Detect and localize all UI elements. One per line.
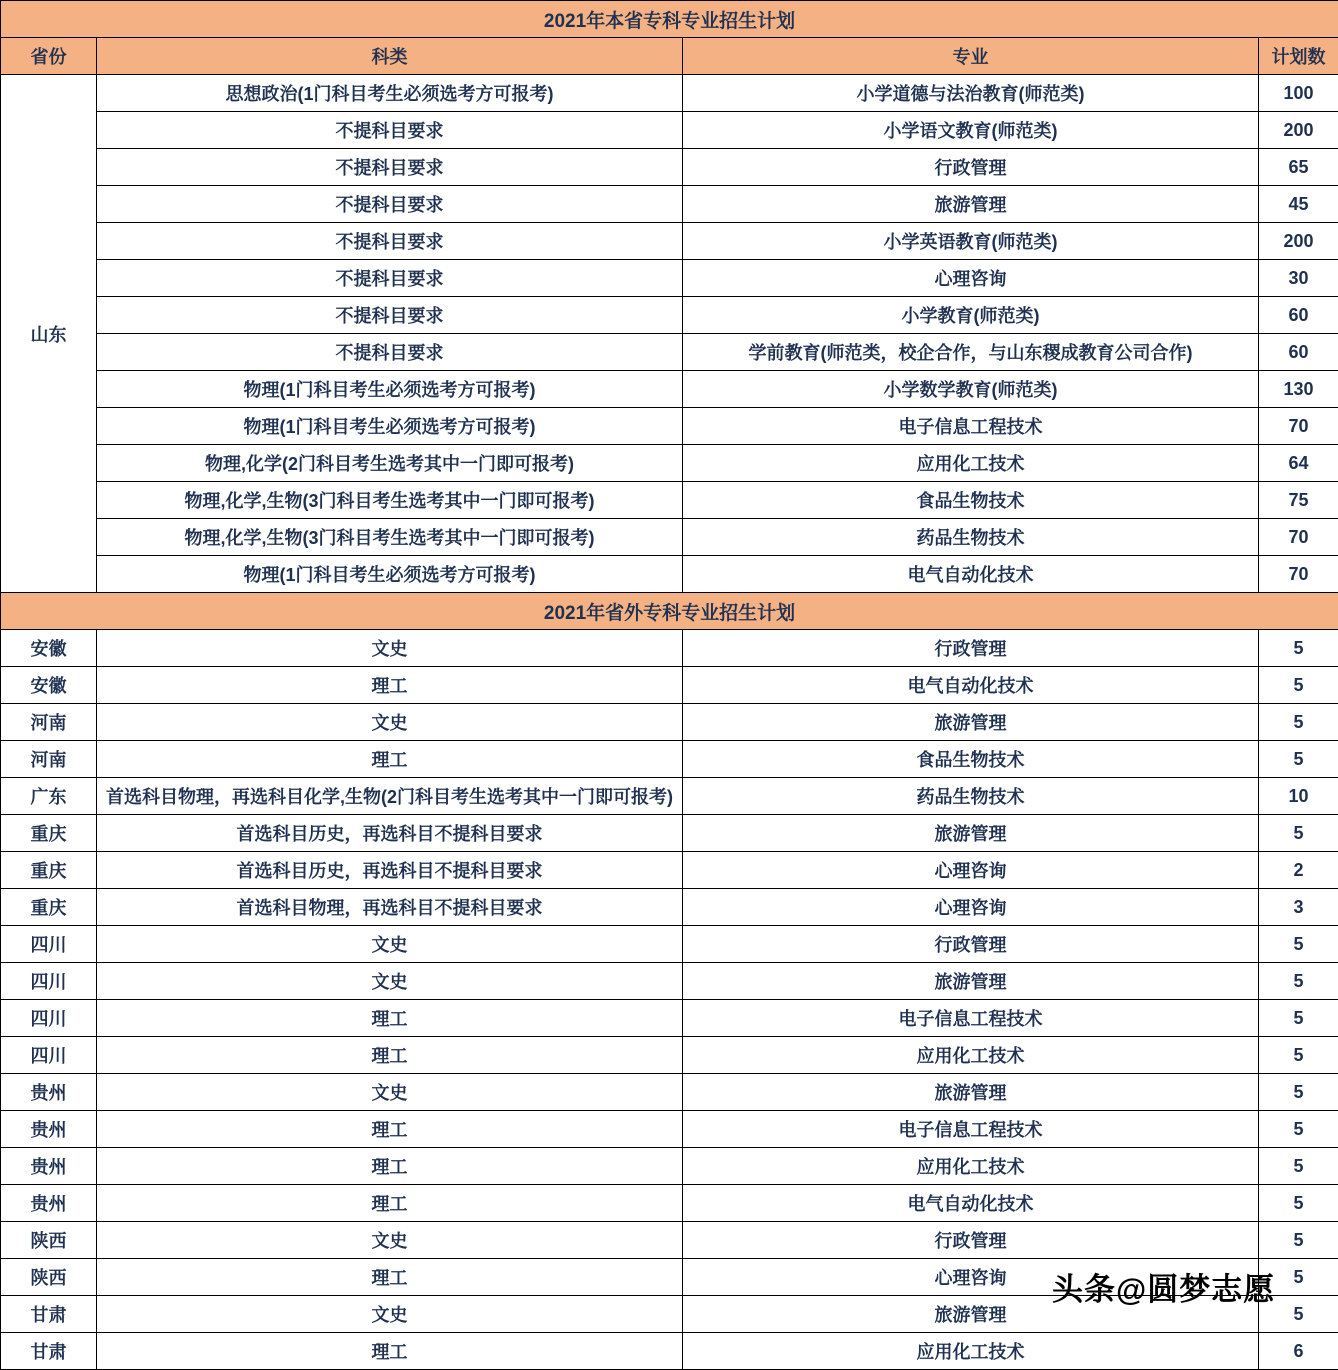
major-cell: 旅游管理 <box>683 1296 1259 1333</box>
table-row <box>1 482 1338 519</box>
count-cell: 5 <box>1259 630 1338 667</box>
province-cell: 安徽 <box>1 667 97 704</box>
subject-cell: 理工 <box>97 667 683 704</box>
table-row <box>1 815 1338 852</box>
major-cell: 应用化工技术 <box>683 1333 1259 1370</box>
subject-cell: 理工 <box>97 1148 683 1185</box>
table-row <box>1 778 1338 815</box>
major-cell: 小学道德与法治教育(师范类) <box>683 75 1259 112</box>
table-row <box>1 1259 1338 1296</box>
table-row <box>1 1333 1338 1370</box>
count-cell: 5 <box>1259 1296 1338 1333</box>
count-cell: 3 <box>1259 889 1338 926</box>
major-cell: 应用化工技术 <box>683 1037 1259 1074</box>
table-row <box>1 1185 1338 1222</box>
subject-cell: 理工 <box>97 1185 683 1222</box>
major-cell: 旅游管理 <box>683 186 1259 223</box>
subject-cell: 文史 <box>97 1296 683 1333</box>
province-cell: 重庆 <box>1 815 97 852</box>
subject-cell: 首选科目物理，再选科目不提科目要求 <box>97 889 683 926</box>
count-cell: 30 <box>1259 260 1338 297</box>
count-cell: 45 <box>1259 186 1338 223</box>
major-cell: 行政管理 <box>683 926 1259 963</box>
header-row <box>1 38 1338 75</box>
major-cell: 电气自动化技术 <box>683 667 1259 704</box>
subject-cell: 理工 <box>97 1037 683 1074</box>
count-cell: 60 <box>1259 297 1338 334</box>
major-cell: 电气自动化技术 <box>683 1185 1259 1222</box>
count-cell: 70 <box>1259 556 1338 593</box>
province-cell: 安徽 <box>1 630 97 667</box>
table-row <box>1 1148 1338 1185</box>
major-cell: 电子信息工程技术 <box>683 1000 1259 1037</box>
major-cell: 行政管理 <box>683 630 1259 667</box>
count-cell: 200 <box>1259 223 1338 260</box>
subject-cell: 不提科目要求 <box>97 260 683 297</box>
subject-cell: 文史 <box>97 963 683 1000</box>
section2-title-row <box>1 593 1338 630</box>
table-row <box>1 186 1338 223</box>
province-cell: 重庆 <box>1 852 97 889</box>
count-cell: 5 <box>1259 1000 1338 1037</box>
section2-body <box>1 630 1338 1370</box>
count-cell: 5 <box>1259 1185 1338 1222</box>
table-row <box>1 1111 1338 1148</box>
count-cell: 5 <box>1259 667 1338 704</box>
subject-cell: 理工 <box>97 1333 683 1370</box>
subject-cell: 文史 <box>97 630 683 667</box>
header-subject: 科类 <box>97 38 683 75</box>
count-cell: 70 <box>1259 408 1338 445</box>
subject-cell: 物理(1门科目考生必须选考方可报考) <box>97 371 683 408</box>
table-row <box>1 556 1338 593</box>
major-cell: 应用化工技术 <box>683 1148 1259 1185</box>
table-row <box>1 334 1338 371</box>
major-cell: 行政管理 <box>683 1222 1259 1259</box>
province-cell: 贵州 <box>1 1185 97 1222</box>
subject-cell: 不提科目要求 <box>97 334 683 371</box>
subject-cell: 物理(1门科目考生必须选考方可报考) <box>97 556 683 593</box>
count-cell: 2 <box>1259 852 1338 889</box>
count-cell: 5 <box>1259 1037 1338 1074</box>
subject-cell: 文史 <box>97 704 683 741</box>
subject-cell: 理工 <box>97 1259 683 1296</box>
province-cell: 甘肃 <box>1 1333 97 1370</box>
major-cell: 应用化工技术 <box>683 445 1259 482</box>
province-cell: 贵州 <box>1 1074 97 1111</box>
count-cell: 75 <box>1259 482 1338 519</box>
major-cell: 小学语文教育(师范类) <box>683 112 1259 149</box>
subject-cell: 不提科目要求 <box>97 186 683 223</box>
major-cell: 食品生物技术 <box>683 741 1259 778</box>
table-row <box>1 889 1338 926</box>
header-count: 计划数 <box>1259 38 1338 75</box>
count-cell: 5 <box>1259 1148 1338 1185</box>
subject-cell: 思想政治(1门科目考生必须选考方可报考) <box>97 75 683 112</box>
province-cell: 广东 <box>1 778 97 815</box>
count-cell: 130 <box>1259 371 1338 408</box>
major-cell: 行政管理 <box>683 149 1259 186</box>
count-cell: 5 <box>1259 963 1338 1000</box>
major-cell: 药品生物技术 <box>683 519 1259 556</box>
subject-cell: 物理,化学,生物(3门科目考生选考其中一门即可报考) <box>97 519 683 556</box>
major-cell: 心理咨询 <box>683 1259 1259 1296</box>
count-cell: 5 <box>1259 741 1338 778</box>
major-cell: 学前教育(师范类，校企合作，与山东稷成教育公司合作) <box>683 334 1259 371</box>
table-row <box>1 1037 1338 1074</box>
section1-title-row <box>1 1 1338 38</box>
count-cell: 5 <box>1259 1259 1338 1296</box>
table-row <box>1 445 1338 482</box>
table-row <box>1 963 1338 1000</box>
count-cell: 60 <box>1259 334 1338 371</box>
header-major: 专业 <box>683 38 1259 75</box>
subject-cell: 文史 <box>97 1074 683 1111</box>
section2-title-body <box>1 593 1338 630</box>
province-cell: 四川 <box>1 963 97 1000</box>
count-cell: 64 <box>1259 445 1338 482</box>
major-cell: 旅游管理 <box>683 1074 1259 1111</box>
province-cell: 甘肃 <box>1 1296 97 1333</box>
count-cell: 5 <box>1259 1222 1338 1259</box>
count-cell: 5 <box>1259 815 1338 852</box>
subject-cell: 理工 <box>97 1000 683 1037</box>
major-cell: 小学数学教育(师范类) <box>683 371 1259 408</box>
count-cell: 100 <box>1259 75 1338 112</box>
major-cell: 旅游管理 <box>683 704 1259 741</box>
subject-cell: 物理,化学(2门科目考生选考其中一门即可报考) <box>97 445 683 482</box>
province-cell: 四川 <box>1 926 97 963</box>
table-row <box>1 1000 1338 1037</box>
major-cell: 小学教育(师范类) <box>683 297 1259 334</box>
table-row <box>1 1296 1338 1333</box>
section1-body <box>1 75 1338 593</box>
province-cell: 河南 <box>1 741 97 778</box>
table-row <box>1 852 1338 889</box>
table-row <box>1 371 1338 408</box>
table-row <box>1 297 1338 334</box>
major-cell: 电子信息工程技术 <box>683 408 1259 445</box>
major-cell: 心理咨询 <box>683 889 1259 926</box>
table-row <box>1 75 1338 112</box>
province-cell: 贵州 <box>1 1148 97 1185</box>
major-cell: 心理咨询 <box>683 260 1259 297</box>
province-cell: 四川 <box>1 1037 97 1074</box>
major-cell: 电气自动化技术 <box>683 556 1259 593</box>
table-row <box>1 1222 1338 1259</box>
table-row <box>1 1074 1338 1111</box>
header-province: 省份 <box>1 38 97 75</box>
major-cell: 心理咨询 <box>683 852 1259 889</box>
count-cell: 5 <box>1259 704 1338 741</box>
table-row <box>1 408 1338 445</box>
table-row <box>1 519 1338 556</box>
subject-cell: 首选科目物理，再选科目化学,生物(2门科目考生选考其中一门即可报考) <box>97 778 683 815</box>
subject-cell: 不提科目要求 <box>97 112 683 149</box>
major-cell: 电子信息工程技术 <box>683 1111 1259 1148</box>
table-row <box>1 112 1338 149</box>
table-row <box>1 260 1338 297</box>
section2-title: 2021年省外专科专业招生计划 <box>1 593 1338 630</box>
province-cell: 贵州 <box>1 1111 97 1148</box>
major-cell: 旅游管理 <box>683 815 1259 852</box>
subject-cell: 不提科目要求 <box>97 297 683 334</box>
subject-cell: 不提科目要求 <box>97 223 683 260</box>
count-cell: 65 <box>1259 149 1338 186</box>
count-cell: 5 <box>1259 926 1338 963</box>
table-row <box>1 667 1338 704</box>
subject-cell: 物理,化学,生物(3门科目考生选考其中一门即可报考) <box>97 482 683 519</box>
count-cell: 70 <box>1259 519 1338 556</box>
province-cell: 河南 <box>1 704 97 741</box>
subject-cell: 文史 <box>97 926 683 963</box>
subject-cell: 首选科目历史，再选科目不提科目要求 <box>97 852 683 889</box>
major-cell: 旅游管理 <box>683 963 1259 1000</box>
table-row <box>1 704 1338 741</box>
count-cell: 10 <box>1259 778 1338 815</box>
major-cell: 药品生物技术 <box>683 778 1259 815</box>
subject-cell: 物理(1门科目考生必须选考方可报考) <box>97 408 683 445</box>
table-row <box>1 149 1338 186</box>
major-cell: 小学英语教育(师范类) <box>683 223 1259 260</box>
count-cell: 200 <box>1259 112 1338 149</box>
table-row <box>1 630 1338 667</box>
subject-cell: 理工 <box>97 741 683 778</box>
table-row <box>1 926 1338 963</box>
province-cell: 陕西 <box>1 1222 97 1259</box>
province-cell: 四川 <box>1 1000 97 1037</box>
province-cell: 重庆 <box>1 889 97 926</box>
count-cell: 5 <box>1259 1111 1338 1148</box>
province-cell: 山东 <box>1 75 97 593</box>
count-cell: 5 <box>1259 1074 1338 1111</box>
province-cell: 陕西 <box>1 1259 97 1296</box>
watermark: 头条@圆梦志愿 <box>1052 1272 1276 1307</box>
table-row <box>1 741 1338 778</box>
section1-title: 2021年本省专科专业招生计划 <box>1 1 1338 38</box>
table-row <box>1 223 1338 260</box>
count-cell: 6 <box>1259 1333 1338 1370</box>
subject-cell: 不提科目要求 <box>97 149 683 186</box>
subject-cell: 理工 <box>97 1111 683 1148</box>
major-cell: 食品生物技术 <box>683 482 1259 519</box>
subject-cell: 首选科目历史，再选科目不提科目要求 <box>97 815 683 852</box>
subject-cell: 文史 <box>97 1222 683 1259</box>
